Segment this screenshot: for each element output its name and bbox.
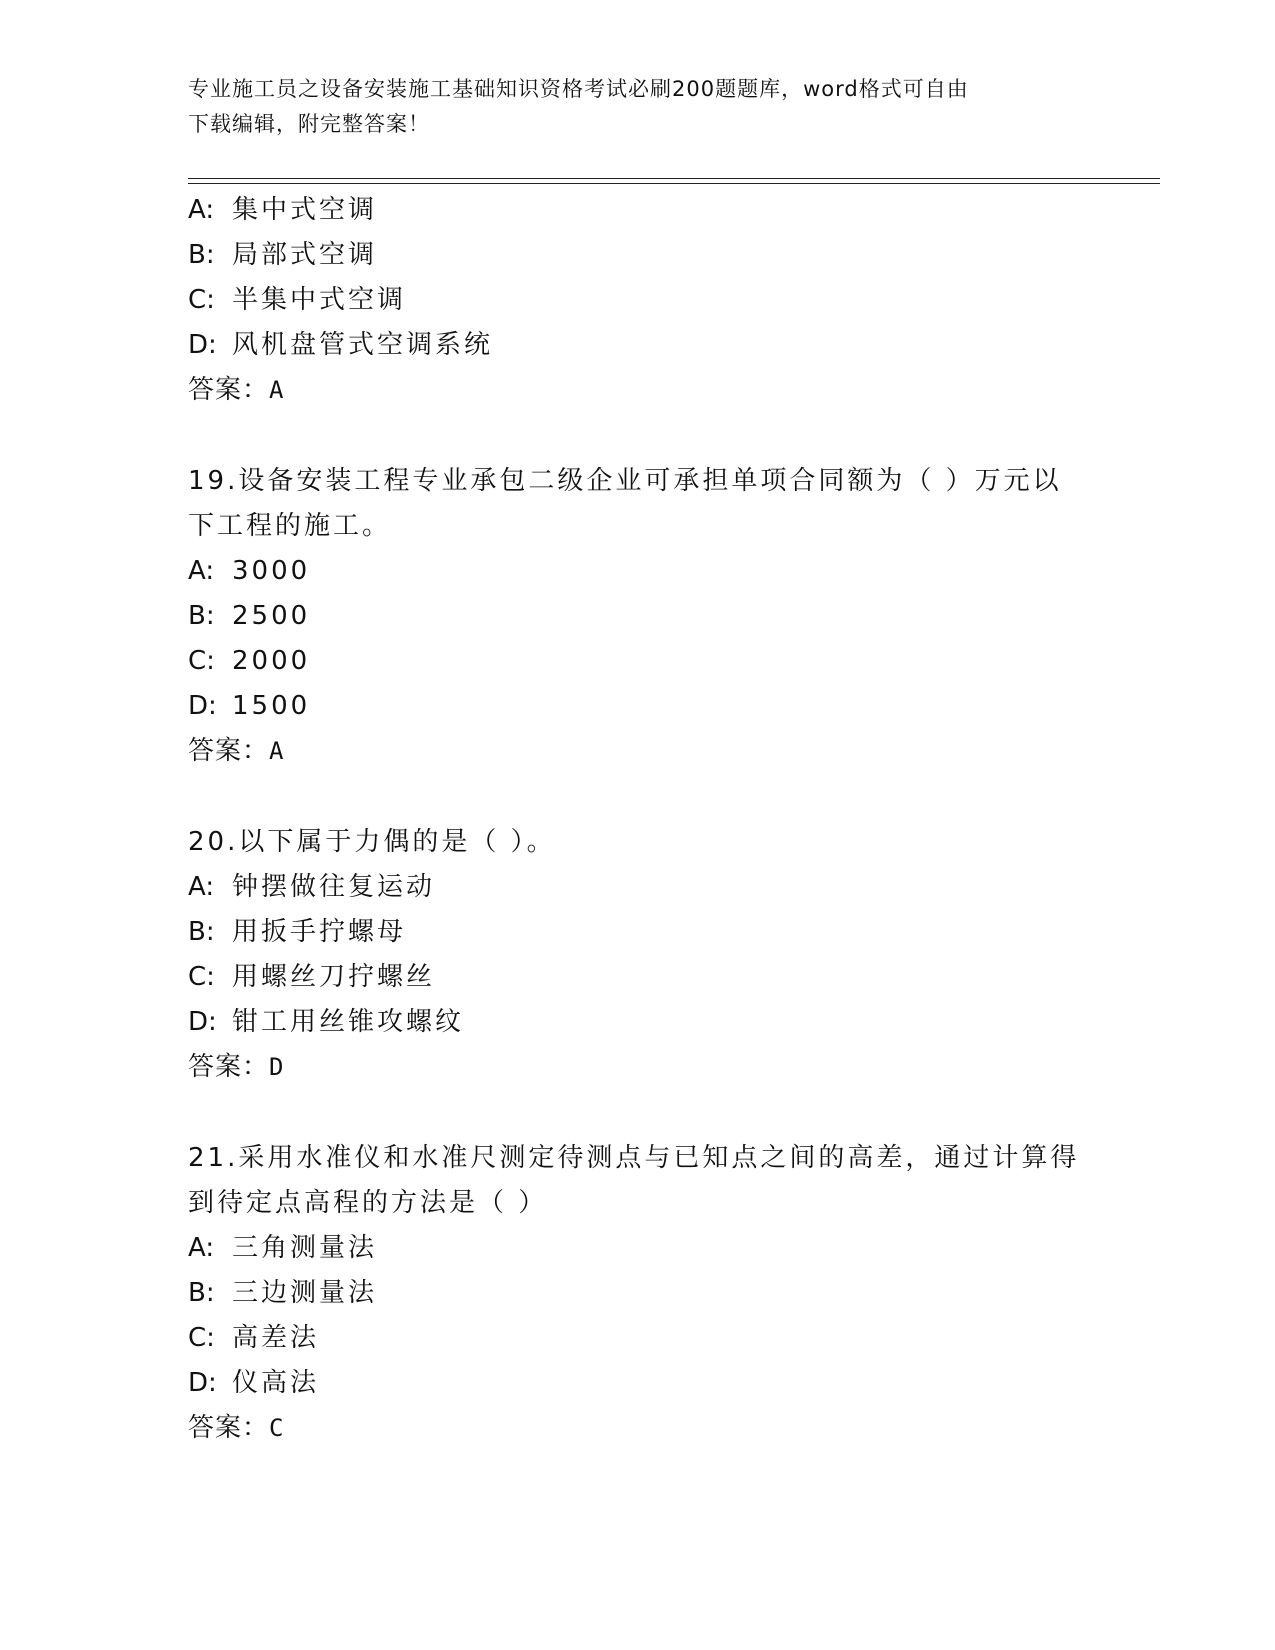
q21-option-d: D: 仪高法 bbox=[188, 1368, 320, 1398]
q19-option-a: A: 3000 bbox=[188, 556, 311, 586]
q21-option-c: C: 高差法 bbox=[188, 1323, 320, 1353]
q20-stem-line-1: 20.以下属于力偶的是（ ）。 bbox=[188, 827, 556, 857]
q20-option-a: A: 钟摆做往复运动 bbox=[188, 872, 436, 902]
document-header bbox=[188, 72, 1088, 142]
q21-option-b: B: 三边测量法 bbox=[188, 1278, 378, 1308]
q18-option-a: A: 集中式空调 bbox=[188, 195, 378, 225]
q21-answer: 答案：C bbox=[188, 1413, 285, 1443]
header-rule-top bbox=[188, 178, 1160, 179]
header-line-1: 专业施工员之设备安装施工基础知识资格考试必刷200题题库，word格式可自由 bbox=[188, 77, 969, 101]
q20-answer: 答案：D bbox=[188, 1052, 285, 1082]
q21-stem-line-2: 到待定点高程的方法是（ ） bbox=[188, 1188, 548, 1218]
header-line-2: 下载编辑，附完整答案！ bbox=[188, 112, 430, 136]
q19-option-b: B: 2500 bbox=[188, 601, 311, 631]
q18-option-d: D: 风机盘管式空调系统 bbox=[188, 330, 494, 360]
q19-option-d: D: 1500 bbox=[188, 691, 311, 721]
q21-stem-line-1: 21.采用水准仪和水准尺测定待测点与已知点之间的高差，通过计算得 bbox=[188, 1143, 1080, 1173]
q20-option-d: D: 钳工用丝锥攻螺纹 bbox=[188, 1007, 465, 1037]
q20-option-c: C: 用螺丝刀拧螺丝 bbox=[188, 962, 436, 992]
q19-stem-line-1: 19.设备安装工程专业承包二级企业可承担单项合同额为（ ）万元以 bbox=[188, 466, 1062, 496]
header-rule-bottom bbox=[188, 183, 1160, 184]
q19-answer: 答案：A bbox=[188, 736, 285, 766]
q20-option-b: B: 用扳手拧螺母 bbox=[188, 917, 407, 947]
q18-option-c: C: 半集中式空调 bbox=[188, 285, 407, 315]
q18-answer: 答案：A bbox=[188, 375, 285, 405]
q19-stem-line-2: 下工程的施工。 bbox=[188, 511, 392, 541]
q21-option-a: A: 三角测量法 bbox=[188, 1233, 378, 1263]
q19-option-c: C: 2000 bbox=[188, 646, 311, 676]
q18-option-b: B: 局部式空调 bbox=[188, 240, 378, 270]
